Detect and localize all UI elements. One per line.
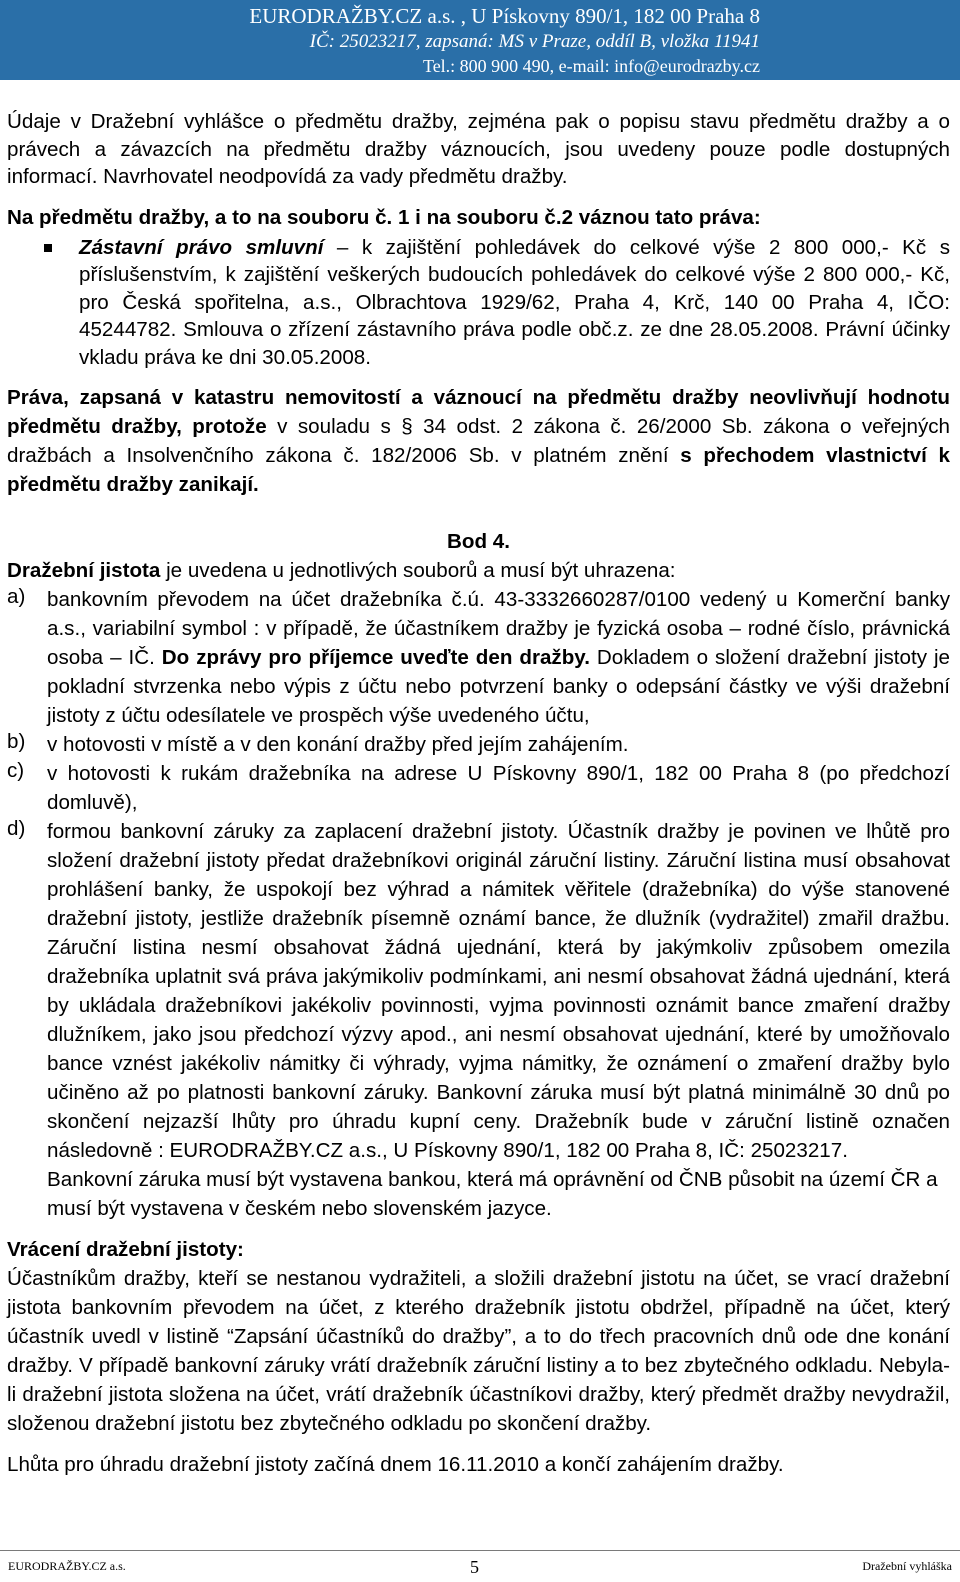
- option-label: d): [7, 817, 26, 840]
- option-label: b): [7, 730, 26, 753]
- option-c-text: v hotovosti k rukám dražebníka na adrese U Pískovny 890/1, 182 00 Praha 8 (po předchozí domluvě),: [47, 762, 950, 814]
- option-a-text-2: Dokladem o složení dražební jistoty je pokladní stvrzenka nebo výpis z účtu nebo potvrzení banky o odepsání částky ve výši dražební jistoty z účtu odesílatele ve prospěch výše uvedeného účtu,: [47, 646, 950, 727]
- footer-company: EURODRAŽBY.CZ a.s.: [8, 1559, 126, 1573]
- deposit-lead: [7, 556, 950, 585]
- refund-heading: Vrácení dražební jistoty:: [7, 1238, 244, 1261]
- deposit-option-d: [7, 817, 950, 1223]
- page-number: 5: [470, 1557, 479, 1577]
- rights-heading-part1: Na předmětu dražby, a to na souboru č. 1 i na souboru č.: [7, 205, 562, 229]
- option-d-text: formou bankovní záruky za zaplacení dražební jistoty. Účastník dražby je povinen ve lhůtě pro složení dražební jistoty předat dražebníkovi originál záruční listiny. Záruční listina musí obsahovat prohlášení banky, že uspokojí bez výhrad a námitek věřitele (dražebníka) do výše stanovené dražební jistoty, jestliže dražebník písemně oznámí bance, že dlužník (vydražitel) zmařil dražbu. Záruční listina nesmí obsahovat žádná ujednání, která by jakýmkoliv způsobem omezila dražebníka uplatnit svá práva jakýmikoliv podmínkami, ani nesmí obsahovat žádná ujednání, která by ukládala dražebníkovi jakékoliv povinnosti, vyjma povinnosti oznámit bance zmaření dražby dlužníkem, jako jsou předchozí výzvy apod., ani nesmí obsahovat ujednání, které by umožňovalo bance vznést jakékoliv námitky či výhrady, vyjma námitky, že oznámení o zmaření dražby bylo učiněno až po platnosti bankovní záruky. Bankovní záruka musí být platná minimálně 30 dnů po skončení nejzazší lhůty pro úhradu kupní ceny. Dražebník bude v záruční listině označen následovně : EURODRAŽBY.CZ a.s., U Pískovny 890/1, 182 00 Praha 8, IČ: 25023217.: [47, 820, 950, 1162]
- section-number: Bod 4.: [447, 530, 510, 553]
- rights-bold-1: Práva, zapsaná v katastru nemovitostí a váznoucí na předmětu dražby neovlivňují hodnotu předmětu dražby, protože: [7, 386, 950, 438]
- footer-document-title: Dražební vyhláška: [862, 1559, 952, 1573]
- option-b-text: v hotovosti v místě a v den konání dražby před jejím zahájením.: [47, 733, 629, 756]
- option-label: c): [7, 759, 25, 782]
- company-registration: IČ: 25023217, zapsaná: MS v Praze, oddíl B, vložka 11941: [309, 31, 760, 52]
- deposit-lead-bold: Dražební jistota: [7, 559, 161, 582]
- rights-heading-part2: 2 váznou tato práva:: [561, 205, 761, 229]
- option-label: a): [7, 585, 26, 608]
- intro-paragraph: Údaje v Dražební vyhlášce o předmětu dražby, zejména pak o popisu stavu předmětu dražby a o právech a závazcích na předmětu dražby váznoucích, jsou uvedeny pouze podle dostupných informací. Navrhovatel neodpovídá za vady předmětu dražby.: [7, 110, 950, 188]
- rights-paragraph: [7, 383, 950, 499]
- rights-heading: [7, 203, 950, 232]
- letterhead: [0, 0, 960, 80]
- lien-text: – k zajištění pohledávek do celkové výše 2 800 000,- Kč s příslušenstvím, k zajištění veškerých budoucích pohledávek do celkové výše 2 800 000,- Kč, pro Česká spořitelna, a.s., Olbrachtova 1929/62, Praha 4, Krč, 140 00 Praha 4, IČO: 45244782. Smlouva o zřízení zástavního práva podle obč.z. ze dne 28.05.2008. Právní účinky vkladu práva ke dni 30.05.2008.: [79, 235, 950, 369]
- company-contact: Tel.: 800 900 490, e-mail: info@eurodrazby.cz: [422, 56, 760, 76]
- company-name-address: EURODRAŽBY.CZ a.s. , U Pískovny 890/1, 182 00 Praha 8: [249, 4, 760, 28]
- page-footer: [0, 1550, 960, 1582]
- option-a-bold: Do zprávy pro příjemce uveďte den dražby.: [161, 646, 590, 669]
- refund-text: Účastníkům dražby, kteří se nestanou vydražiteli, a složili dražební jistotu na účet, se vrací dražební jistota bankovním převodem na účet, z kterého dražebník jistotu obdržel, případně na účet, který účastník uvedl v listině “Zapsání účastníků do dražby”, a to do třech pracovních dnů ode dne konání dražby. V případě bankovní záruky vrátí dražebník záruční listiny a to bez zbytečného odkladu. Nebyla-li dražební jistota složena na účet, vrátí dražebník účastníkovi dražby, který předmět dražby nevydražil, složenou dražební jistotu bez zbytečného odkladu po skončení dražby.: [7, 1267, 950, 1435]
- rights-text: v souladu s § 34 odst. 2 zákona č. 26/2000 Sb. zákona o veřejných dražbách a Insolvenčního zákona č. 182/2006 Sb. v platném znění: [7, 415, 950, 467]
- deposit-option-b: [7, 730, 950, 759]
- lien-title: Zástavní právo smluvní: [79, 235, 324, 259]
- deadline-text: Lhůta pro úhradu dražební jistoty začíná dnem 16.11.2010 a končí zahájením dražby.: [7, 1453, 784, 1476]
- lien-item: [7, 234, 950, 372]
- rights-bold-2: s přechodem vlastnictví k předmětu dražby zanikají.: [7, 444, 950, 496]
- option-a-text-1: bankovním převodem na účet dražebníka č.ú. 43-3332660287/0100 vedený u Komerční banky a.s., variabilní symbol : v případě, že účastníkem dražby je fyzická osoba – rodné číslo, právnická osoba – IČ.: [47, 588, 950, 669]
- document-body: [7, 108, 950, 1479]
- option-d-note: Bankovní záruka musí být vystavena bankou, která má oprávnění od ČNB působit na území ČR a musí být vystavena v českém nebo slovenském jazyce.: [47, 1168, 938, 1220]
- bullet-square-icon: [44, 244, 52, 252]
- deposit-option-c: [7, 759, 950, 817]
- deposit-lead-text: je uvedena u jednotlivých souborů a musí být uhrazena:: [160, 559, 676, 582]
- deposit-option-a: [7, 585, 950, 730]
